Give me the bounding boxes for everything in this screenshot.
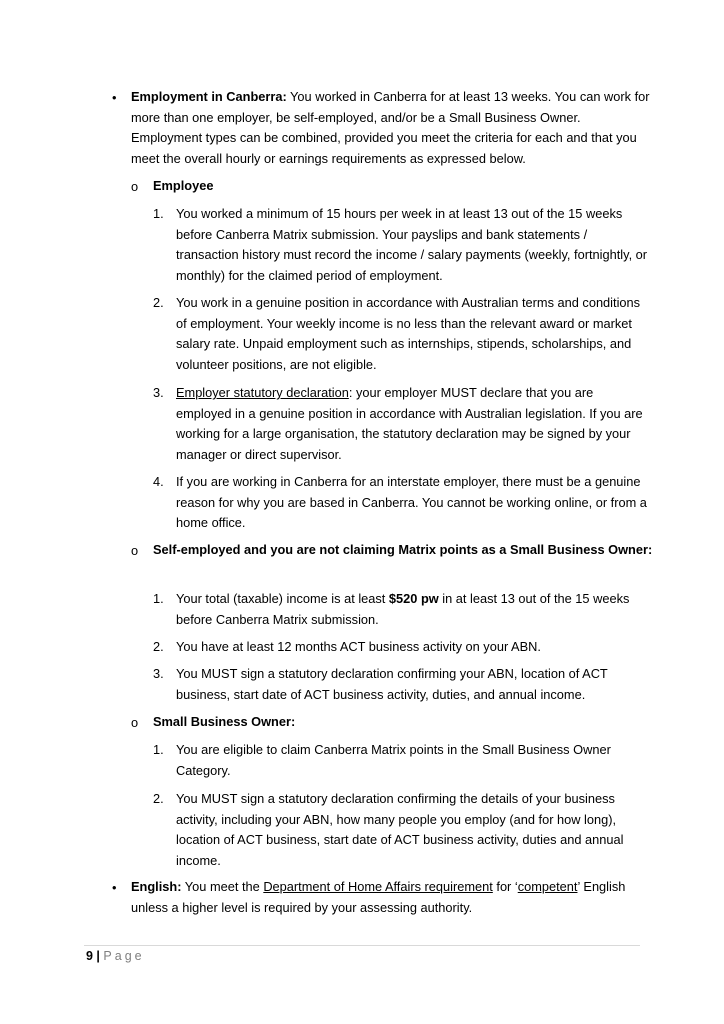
list-item <box>176 589 652 630</box>
list-number: 4. <box>153 474 164 489</box>
competent-link[interactable]: competent <box>517 879 578 894</box>
sub-bullet-marker: o <box>131 179 139 194</box>
employee-title: Employee <box>153 178 214 193</box>
sub-bullet-marker: o <box>131 543 139 558</box>
list-number: 3. <box>153 666 164 681</box>
page-label: Page <box>103 949 145 963</box>
list-number: 1. <box>153 742 164 757</box>
page-number: 9 <box>86 949 93 963</box>
list-item: You are eligible to claim Canberra Matrix points in the Small Business Owner Category. <box>176 742 611 778</box>
english-text: ’ English unless a higher level is required by your assessing authority. <box>131 879 626 915</box>
list-number: 1. <box>153 206 164 221</box>
income-threshold: $520 pw <box>388 591 439 606</box>
home-affairs-link[interactable]: Department of Home Affairs requirement <box>263 879 493 894</box>
list-number: 2. <box>153 639 164 654</box>
list-item: You work in a genuine position in accordance with Australian terms and conditions of employment. Your weekly income is no less than the relevant award or market salary rate. Unpaid employment such as internships, stipends, scholarships, and volunteer positions, are not eligible. <box>176 295 641 373</box>
english-title: English: <box>131 879 182 894</box>
bullet-marker: • <box>112 90 117 105</box>
english-text: You meet the <box>181 879 264 894</box>
english-text: for ‘ <box>492 879 518 894</box>
list-item-text: Your total (taxable) income is at least <box>176 591 389 606</box>
small-business-heading <box>153 712 653 733</box>
page-separator: | <box>92 949 104 963</box>
small-business-title: Small Business Owner: <box>153 714 296 729</box>
english-paragraph <box>131 877 651 918</box>
self-employed-title: Self-employed and you are not claiming Matrix points as a Small Business Owner: <box>153 542 653 557</box>
self-employed-heading <box>153 540 653 561</box>
list-item <box>176 383 652 466</box>
list-item: You have at least 12 months ACT business activity on your ABN. <box>176 639 541 654</box>
list-number: 1. <box>153 591 164 606</box>
page-footer <box>86 946 145 967</box>
employee-heading <box>153 176 653 197</box>
list-item-text: in at least 13 out of the 15 weeks before Canberra Matrix submission. <box>176 591 630 627</box>
list-item-text: : your employer MUST declare that you are employed in a genuine position in accordance with Australian legislation. If you are working for a large organisation, the statutory declaration may be signed by your manager or direct supervisor. <box>176 385 643 463</box>
list-item: You worked a minimum of 15 hours per week in at least 13 out of the 15 weeks before Canberra Matrix submission. Your payslips and bank statements / transaction history must record the income / salary payments (weekly, fortnightly, or monthly) for the claimed period of employment. <box>176 206 648 284</box>
employment-paragraph <box>131 87 651 170</box>
list-number: 2. <box>153 791 164 806</box>
employment-title: Employment in Canberra: <box>131 89 287 104</box>
statutory-declaration-link[interactable]: Employer statutory declaration <box>176 385 349 400</box>
list-number: 2. <box>153 295 164 310</box>
list-item: You MUST sign a statutory declaration confirming the details of your business activity, including your ABN, how many people you employ (and for how long), location of ACT business, start date of ACT business activity, duties and annual income. <box>176 791 624 869</box>
bullet-marker: • <box>112 880 117 895</box>
list-number: 3. <box>153 385 164 400</box>
list-item: You MUST sign a statutory declaration confirming your ABN, location of ACT business, start date of ACT business activity, duties, and annual income. <box>176 666 608 702</box>
sub-bullet-marker: o <box>131 715 139 730</box>
list-item: If you are working in Canberra for an interstate employer, there must be a genuine reason for why you are based in Canberra. You cannot be working online, or from a home office. <box>176 474 647 531</box>
employment-text: You worked in Canberra for at least 13 weeks. You can work for more than one employer, be self-employed, and/or be a Small Business Owner. Employment types can be combined, provided you meet the criteria for each and that you meet the overall hourly or earnings requirements as expressed below. <box>131 89 650 167</box>
footer-divider <box>84 945 640 946</box>
